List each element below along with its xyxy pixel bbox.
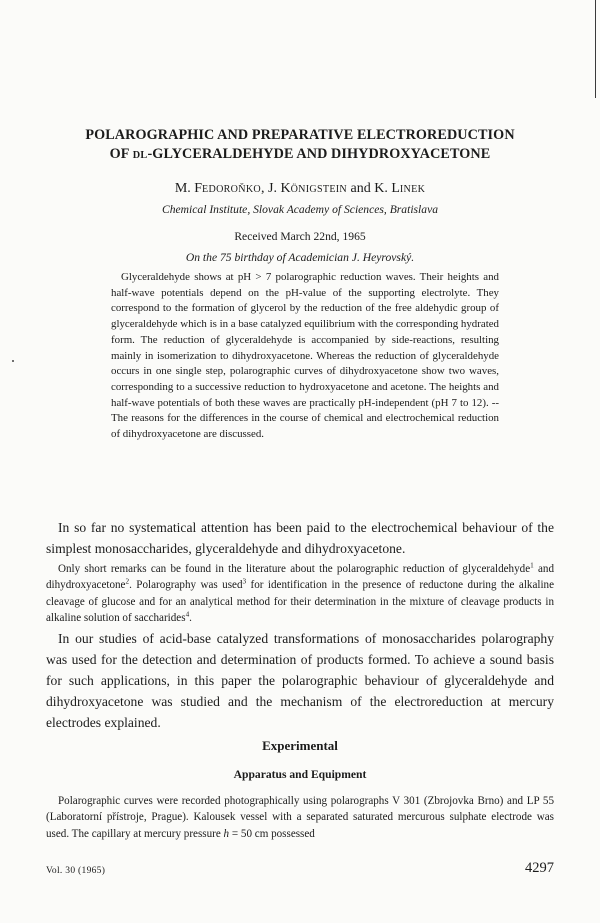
- affiliation: Chemical Institute, Slovak Academy of Sciences, Bratislava: [161, 203, 439, 216]
- page-number: 4297: [525, 860, 554, 876]
- citation-1: 1: [530, 561, 534, 570]
- methods-text-2: = 50 cm possessed: [229, 827, 315, 840]
- received-date: Received March 22nd, 1965: [234, 230, 366, 243]
- title-dl-prefix: DL: [132, 150, 148, 161]
- title-line-2-prefix: OF: [109, 146, 133, 162]
- author-1-surname: EDOROŇKO: [202, 184, 261, 195]
- citation-3: 3: [242, 577, 247, 586]
- para2-text-4: for identification in the presence of reductone during the alkaline cleavage of glucose and for an analytical method for their determination in the mixture of cleavage products in alkaline solution of saccharides: [46, 579, 555, 625]
- intro-paragraph-2: [46, 561, 554, 627]
- methods-text-1: Polarographic curves were recorded photographically using polarographs V 301 (Zbrojovka Brno) and LP 55 (Laboratorní přístroje, Prague). Kalousek vessel with a separated saturated mercurous sulphate electrode was used. The capillary at mercury pressure: [46, 795, 554, 840]
- citation-4: 4: [185, 610, 190, 619]
- author-2-surname: ÖNIGSTEIN: [290, 184, 348, 195]
- para2-text-3: . Polarography was used: [129, 579, 243, 592]
- para2-text-2: and dihydroxyacetone: [46, 563, 554, 592]
- author-2-initial: , J. K: [261, 181, 291, 196]
- intro-paragraph-3: In our studies of acid-base catalyzed transformations of monosaccharides polarography was used for the detection and determination of products formed. To achieve a sound basis for such applications, in this paper the polarographic behaviour of glyceraldehyde and dihydroxyacetone was studied and the mechanism of the electroreduction at mercury electrodes explained.: [46, 631, 554, 730]
- citation-2: 2: [125, 577, 130, 586]
- abstract: Glyceraldehyde shows at pH > 7 polarographic reduction waves. Their heights and half-wave potentials depend on the pH-value of the supporting electrolyte. They correspond to the formation of glycerol by the reduction of the free aldehydic group of glyceraldehyde which is in a base catalyzed equilibrium with the corresponding hydrated form. The reduction of glyceraldehyde is accompanied by side-reactions, resulting mainly in isomerization to dihydroxyacetone. Whereas the reduction of glyceraldehyde occurs in one single step, polarographic curves of dihydroxyacetone show two waves, corresponding to a successive reduction to hydroxyacetone and acetone. The heights and half-wave potentials of both these waves are practically pH-independent (pH 7 to 12). -- The reasons for the differences in the course of chemical and electrochemical reduction of dihydroxyacetone are discussed.: [111, 271, 500, 441]
- title-line-2: -GLYCERALDEHYDE AND DIHYDROXYACETONE: [147, 146, 491, 162]
- intro-paragraph-1: In so far no systematical attention has been paid to the electrochemical behaviour of the simplest monosaccharides, glyceraldehyde and dihydroxyacetone.: [46, 520, 554, 556]
- paper-title: [60, 126, 540, 165]
- dedication: On the 75 birthday of Academician J. Heyrovský.: [185, 251, 415, 264]
- pressure-symbol: h: [223, 827, 230, 840]
- scan-edge-line: [595, 0, 596, 98]
- title-line-1: POLAROGRAPHIC AND PREPARATIVE ELECTROREDUCTION: [85, 127, 515, 143]
- subsection-heading: Apparatus and Equipment: [233, 768, 367, 781]
- journal-volume: Vol. 30 (1965): [46, 866, 106, 876]
- scan-speck: [12, 360, 14, 362]
- methods-paragraph: [46, 793, 554, 842]
- section-heading: Experimental: [262, 738, 338, 753]
- author-list: [60, 181, 540, 197]
- para2-text-5: .: [189, 612, 192, 625]
- author-3-initial: and K. L: [347, 181, 400, 196]
- para2-text-1: Only short remarks can be found in the literature about the polarographic reduction of glyceraldehyde: [58, 563, 531, 575]
- author-1-initial: M. F: [174, 181, 203, 196]
- author-3-surname: INEK: [399, 184, 426, 195]
